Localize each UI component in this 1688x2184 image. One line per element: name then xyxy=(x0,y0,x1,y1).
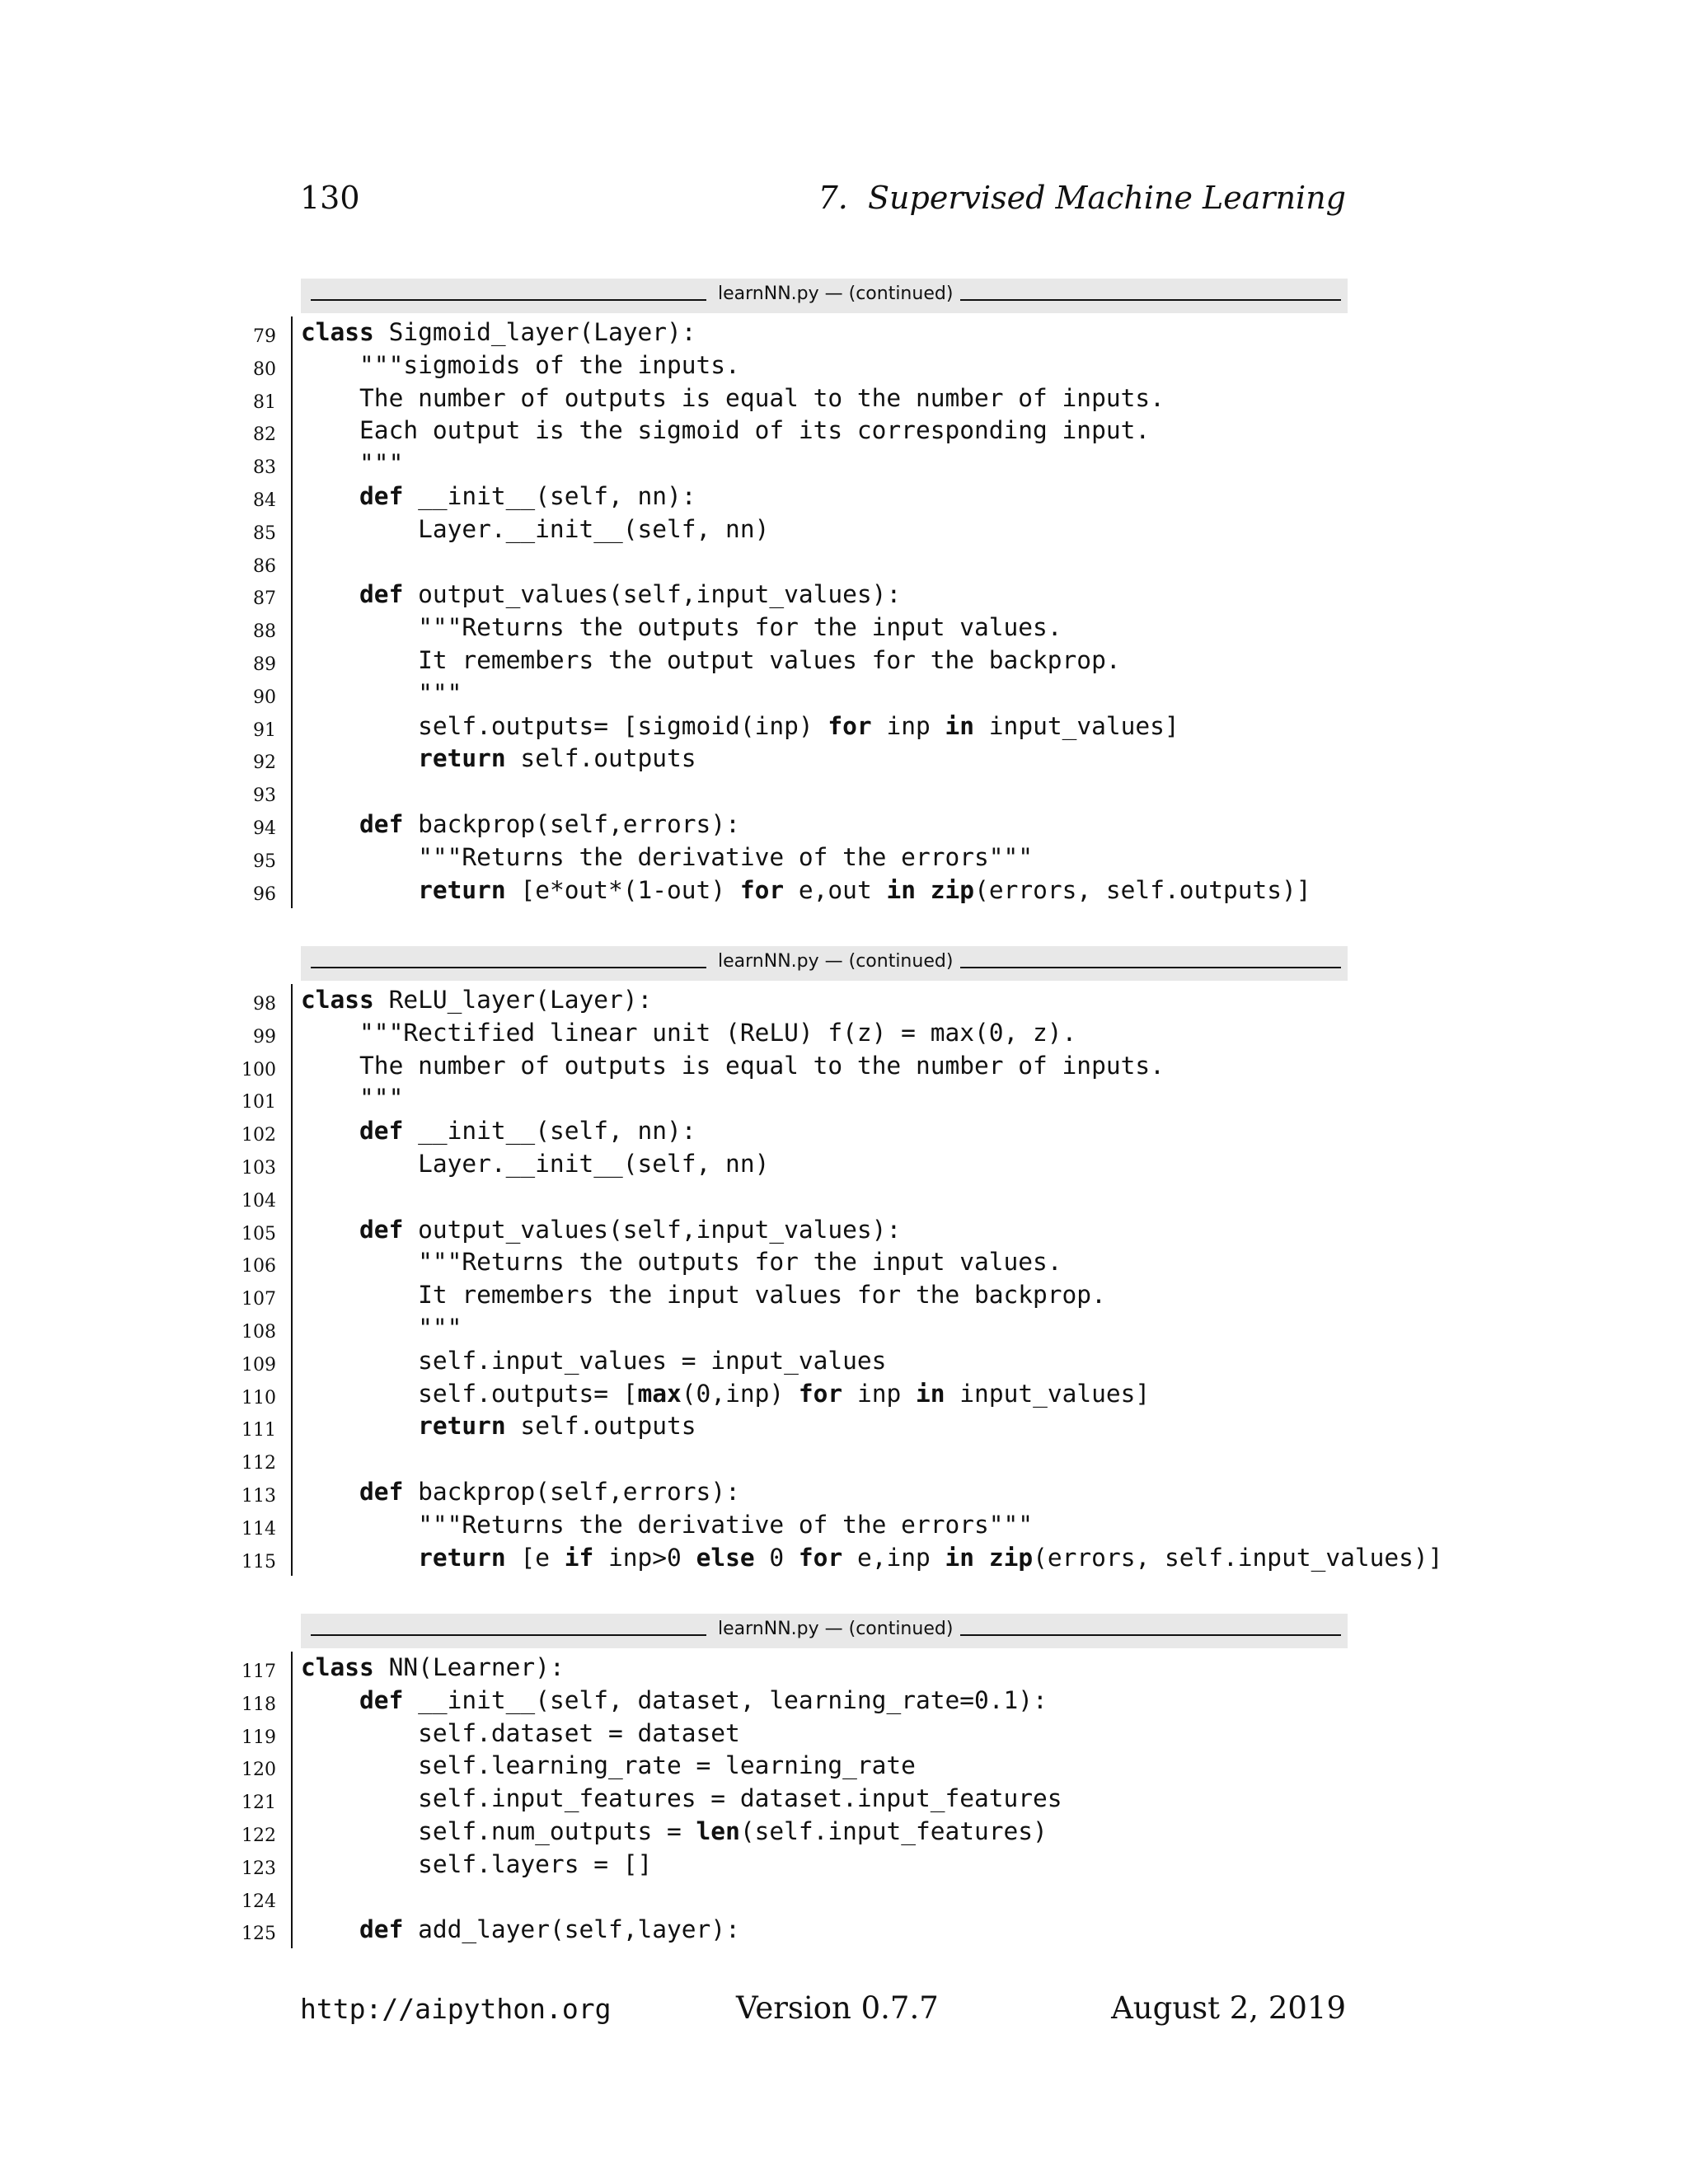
line-number: 119 xyxy=(241,1727,276,1748)
line-number: 122 xyxy=(241,1825,276,1846)
code-text: class ReLU_layer(Layer): xyxy=(301,986,653,1014)
line-number: 85 xyxy=(253,523,276,544)
footer-version: Version 0.7.7 xyxy=(736,1990,939,2026)
line-number: 111 xyxy=(241,1420,276,1441)
line-number-gutter-rule xyxy=(291,984,293,1576)
chapter-title: 7. Supervised Machine Learning xyxy=(818,180,1346,216)
line-number: 115 xyxy=(241,1551,276,1572)
code-text: class NN(Learner): xyxy=(301,1653,565,1681)
line-number: 91 xyxy=(253,719,276,741)
code-text: It remembers the output values for the backprop. xyxy=(301,646,1121,674)
line-number: 107 xyxy=(241,1289,276,1310)
listing-caption-bar xyxy=(301,1614,1348,1648)
line-number: 120 xyxy=(241,1760,276,1781)
code-text: """Returns the outputs for the input values. xyxy=(301,613,1062,642)
listing-caption: learnNN.py — (continued) xyxy=(718,951,954,972)
code-text: """Rectified linear unit (ReLU) f(z) = max(0, z). xyxy=(301,1018,1077,1047)
caption-rule-left xyxy=(311,967,706,968)
code-text: def __init__(self, nn): xyxy=(359,1117,696,1146)
line-number: 89 xyxy=(253,654,276,675)
code-text: It remembers the input values for the backprop. xyxy=(301,1281,1106,1310)
line-number: 113 xyxy=(241,1486,276,1507)
line-number: 98 xyxy=(253,994,276,1015)
line-number: 108 xyxy=(241,1322,276,1343)
line-number: 84 xyxy=(253,490,276,511)
code-text: def output_values(self,input_values): xyxy=(359,580,902,609)
code-text: return self.outputs xyxy=(418,1412,696,1441)
code-text: def output_values(self,input_values): xyxy=(359,1215,902,1244)
line-number: 100 xyxy=(241,1059,276,1080)
line-number: 109 xyxy=(241,1354,276,1376)
line-number: 96 xyxy=(253,883,276,905)
code-text: return [e*out*(1-out) for e,out in zip(errors, self.outputs)] xyxy=(418,875,1311,904)
code-text: The number of outputs is equal to the number of inputs. xyxy=(301,383,1165,412)
code-text: self.input_values = input_values xyxy=(301,1346,887,1375)
line-number: 124 xyxy=(241,1891,276,1912)
line-number-gutter-rule xyxy=(291,316,293,908)
code-text: class Sigmoid_layer(Layer): xyxy=(301,318,696,346)
code-text: def __init__(self, dataset, learning_rate=0.1): xyxy=(359,1685,1048,1714)
code-text: self.outputs= [max(0,inp) for inp in input_values] xyxy=(301,1379,1151,1408)
line-number: 105 xyxy=(241,1223,276,1244)
line-number: 99 xyxy=(253,1026,276,1047)
line-number: 80 xyxy=(253,359,276,380)
line-number: 103 xyxy=(241,1158,276,1179)
code-text: """ xyxy=(301,678,462,707)
caption-rule-right xyxy=(960,1634,1341,1636)
line-number: 101 xyxy=(241,1092,276,1113)
code-text: """ xyxy=(301,1314,462,1342)
code-text: self.outputs= [sigmoid(inp) for inp in input_values] xyxy=(301,711,1179,740)
code-text: def backprop(self,errors): xyxy=(359,1478,740,1506)
code-text: Layer.__init__(self, nn) xyxy=(301,514,770,543)
listing-caption: learnNN.py — (continued) xyxy=(718,284,954,304)
line-number: 95 xyxy=(253,851,276,872)
listing-caption-bar xyxy=(301,946,1348,981)
code-text: self.learning_rate = learning_rate xyxy=(301,1751,916,1780)
footer-date: August 2, 2019 xyxy=(1111,1990,1346,2026)
line-number: 102 xyxy=(241,1125,276,1146)
line-number: 86 xyxy=(253,555,276,577)
line-number: 125 xyxy=(241,1924,276,1945)
line-number: 121 xyxy=(241,1793,276,1814)
line-number: 90 xyxy=(253,687,276,708)
line-number: 94 xyxy=(253,818,276,839)
line-number: 79 xyxy=(253,326,276,347)
line-number: 123 xyxy=(241,1858,276,1879)
code-text: """Returns the derivative of the errors""" xyxy=(301,1510,1034,1539)
code-text: """Returns the outputs for the input values. xyxy=(301,1248,1062,1277)
caption-rule-right xyxy=(960,967,1341,968)
line-number: 87 xyxy=(253,588,276,610)
line-number: 112 xyxy=(241,1453,276,1474)
code-text: def backprop(self,errors): xyxy=(359,810,740,838)
code-text: self.input_features = dataset.input_features xyxy=(301,1784,1062,1813)
line-number: 114 xyxy=(241,1518,276,1540)
code-text: """ xyxy=(301,1084,404,1113)
code-text: """Returns the derivative of the errors""" xyxy=(301,842,1034,871)
line-number: 118 xyxy=(241,1694,276,1715)
line-number: 88 xyxy=(253,621,276,643)
code-text: """ xyxy=(301,449,404,478)
code-text: Layer.__init__(self, nn) xyxy=(301,1150,770,1178)
code-text: def add_layer(self,layer): xyxy=(359,1915,740,1944)
page-number: 130 xyxy=(300,180,360,216)
code-text: def __init__(self, nn): xyxy=(359,482,696,510)
code-text: self.num_outputs = len(self.input_features) xyxy=(301,1817,1048,1845)
line-number: 117 xyxy=(241,1661,276,1682)
listing-caption-bar xyxy=(301,279,1348,313)
code-text: return self.outputs xyxy=(418,744,696,773)
caption-rule-left xyxy=(311,299,706,301)
code-text: """sigmoids of the inputs. xyxy=(301,350,740,379)
code-text: return [e if inp>0 else 0 for e,inp in zip(errors, self.input_values)] xyxy=(418,1543,1443,1572)
caption-rule-right xyxy=(960,299,1341,301)
code-text: Each output is the sigmoid of its corresponding input. xyxy=(301,416,1151,445)
line-number: 93 xyxy=(253,785,276,807)
line-number: 92 xyxy=(253,752,276,774)
line-number: 106 xyxy=(241,1256,276,1277)
footer-url[interactable]: http://aipython.org xyxy=(300,1993,612,2025)
listing-caption: learnNN.py — (continued) xyxy=(718,1619,954,1639)
code-text: self.layers = [] xyxy=(301,1849,653,1878)
code-text: self.dataset = dataset xyxy=(301,1718,740,1747)
caption-rule-left xyxy=(311,1634,706,1636)
line-number: 110 xyxy=(241,1387,276,1408)
line-number-gutter-rule xyxy=(291,1652,293,1948)
code-text: The number of outputs is equal to the number of inputs. xyxy=(301,1051,1165,1080)
line-number: 83 xyxy=(253,457,276,479)
line-number: 82 xyxy=(253,424,276,446)
line-number: 104 xyxy=(241,1190,276,1212)
line-number: 81 xyxy=(253,391,276,413)
